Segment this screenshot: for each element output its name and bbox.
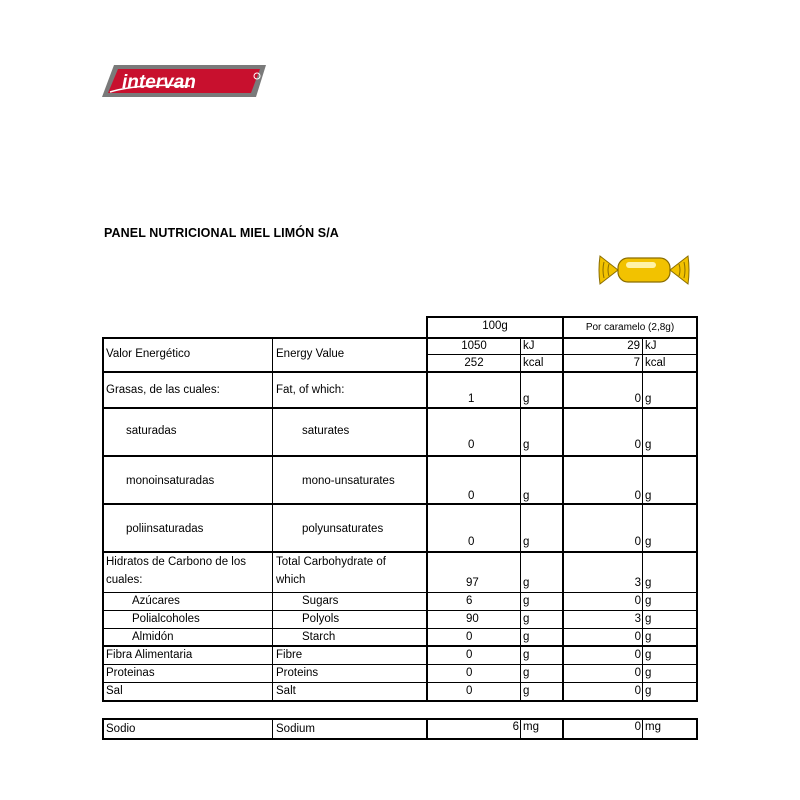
sugars-value-100g: 6 xyxy=(466,595,473,607)
carbs-unit-per-candy: g xyxy=(645,577,652,589)
saturates-label-es: saturadas xyxy=(126,425,177,437)
fibre-unit: g xyxy=(523,649,530,661)
fibre-label-es: Fibra Alimentaria xyxy=(106,649,193,661)
energy-kcal-unit: kcal xyxy=(523,357,544,369)
carbs-label-en-line1: Total Carbohydrate of xyxy=(276,556,386,568)
sodium-label-en: Sodium xyxy=(276,723,315,735)
sugars-unit-per-candy: g xyxy=(645,595,652,607)
fat-value-per-candy: 0 xyxy=(634,393,641,405)
polyols-value-100g: 90 xyxy=(466,613,479,625)
starch-unit-per-candy: g xyxy=(645,631,652,643)
logo-text: intervan xyxy=(122,72,196,93)
protein-label-es: Proteinas xyxy=(106,667,155,679)
energy-kj-unit-per-candy: kJ xyxy=(645,340,657,352)
poly-unit: g xyxy=(523,536,530,548)
protein-unit: g xyxy=(523,667,530,679)
intervan-logo xyxy=(100,62,268,100)
fat-label-es: Grasas, de las cuales: xyxy=(106,384,220,396)
saturates-value-100g: 0 xyxy=(468,439,475,451)
saturates-value-per-candy: 0 xyxy=(634,439,641,451)
polyols-value-per-candy: 3 xyxy=(634,613,641,625)
fat-label-en: Fat, of which: xyxy=(276,384,345,396)
sodium-label-es: Sodio xyxy=(106,723,136,735)
salt-unit-per-candy: g xyxy=(645,685,652,697)
energy-kj-per-candy: 29 xyxy=(627,340,640,352)
sodium-unit: mg xyxy=(523,721,539,733)
mono-label-es: monoinsaturadas xyxy=(126,475,215,487)
energy-kcal-100g: 252 xyxy=(464,357,484,369)
polyols-label-es: Polialcoholes xyxy=(132,613,200,625)
fat-unit-per-candy: g xyxy=(645,393,652,405)
carbs-label-en-line2: which xyxy=(276,574,306,586)
carbs-value-100g: 97 xyxy=(466,577,479,589)
protein-unit-per-candy: g xyxy=(645,667,652,679)
salt-value-100g: 0 xyxy=(466,685,473,697)
sugars-value-per-candy: 0 xyxy=(634,595,641,607)
poly-value-per-candy: 0 xyxy=(634,536,641,548)
salt-unit: g xyxy=(523,685,530,697)
energy-kj-unit: kJ xyxy=(523,340,535,352)
saturates-unit: g xyxy=(523,439,530,451)
protein-label-en: Proteins xyxy=(276,667,319,679)
salt-value-per-candy: 0 xyxy=(634,685,641,697)
mono-value-100g: 0 xyxy=(468,490,475,502)
wrapped-candy-icon xyxy=(598,252,690,288)
protein-value-100g: 0 xyxy=(466,667,473,679)
fibre-value-100g: 0 xyxy=(466,649,473,661)
polyols-label-en: Polyols xyxy=(302,613,340,625)
starch-value-100g: 0 xyxy=(466,631,473,643)
starch-value-per-candy: 0 xyxy=(634,631,641,643)
intervan-logo-graphic xyxy=(100,62,268,100)
column-header-100g: 100g xyxy=(482,320,508,332)
poly-value-100g: 0 xyxy=(468,536,475,548)
sodium-unit-per-candy: mg xyxy=(645,721,661,733)
column-header-per-candy: Por caramelo (2,8g) xyxy=(585,322,675,333)
carbs-label-es-line2: cuales: xyxy=(106,574,143,586)
carbs-unit: g xyxy=(523,577,530,589)
mono-unit: g xyxy=(523,490,530,502)
poly-label-en: polyunsaturates xyxy=(302,523,384,535)
sugars-unit: g xyxy=(523,595,530,607)
fibre-unit-per-candy: g xyxy=(645,649,652,661)
polyols-unit-per-candy: g xyxy=(645,613,652,625)
sugars-label-es: Azúcares xyxy=(132,595,180,607)
mono-unit-per-candy: g xyxy=(645,490,652,502)
carbs-label-es-line1: Hidratos de Carbono de los xyxy=(106,556,246,568)
fibre-label-en: Fibre xyxy=(276,649,303,661)
fibre-value-per-candy: 0 xyxy=(634,649,641,661)
saturates-unit-per-candy: g xyxy=(645,439,652,451)
poly-unit-per-candy: g xyxy=(645,536,652,548)
saturates-label-en: saturates xyxy=(302,425,350,437)
energy-label-es: Valor Energético xyxy=(106,348,191,360)
sodium-value-per-candy: 0 xyxy=(634,721,641,733)
sodium-value-100g: 6 xyxy=(512,721,519,733)
mono-label-en: mono-unsaturates xyxy=(302,475,395,487)
poly-label-es: poliinsaturadas xyxy=(126,523,204,535)
carbs-value-per-candy: 3 xyxy=(634,577,641,589)
sugars-label-en: Sugars xyxy=(302,595,339,607)
starch-unit: g xyxy=(523,631,530,643)
page-title: PANEL NUTRICIONAL MIEL LIMÓN S/A xyxy=(104,226,339,240)
polyols-unit: g xyxy=(523,613,530,625)
starch-label-es: Almidón xyxy=(132,631,174,643)
energy-kcal-per-candy: 7 xyxy=(633,357,640,369)
salt-label-en: Salt xyxy=(276,685,296,697)
energy-kcal-unit-per-candy: kcal xyxy=(645,357,666,369)
energy-label-en: Energy Value xyxy=(276,348,345,360)
salt-label-es: Sal xyxy=(106,685,123,697)
fat-value-100g: 1 xyxy=(468,393,475,405)
starch-label-en: Starch xyxy=(302,631,336,643)
energy-kj-100g: 1050 xyxy=(461,340,487,352)
mono-value-per-candy: 0 xyxy=(634,490,641,502)
fat-unit: g xyxy=(523,393,530,405)
protein-value-per-candy: 0 xyxy=(634,667,641,679)
